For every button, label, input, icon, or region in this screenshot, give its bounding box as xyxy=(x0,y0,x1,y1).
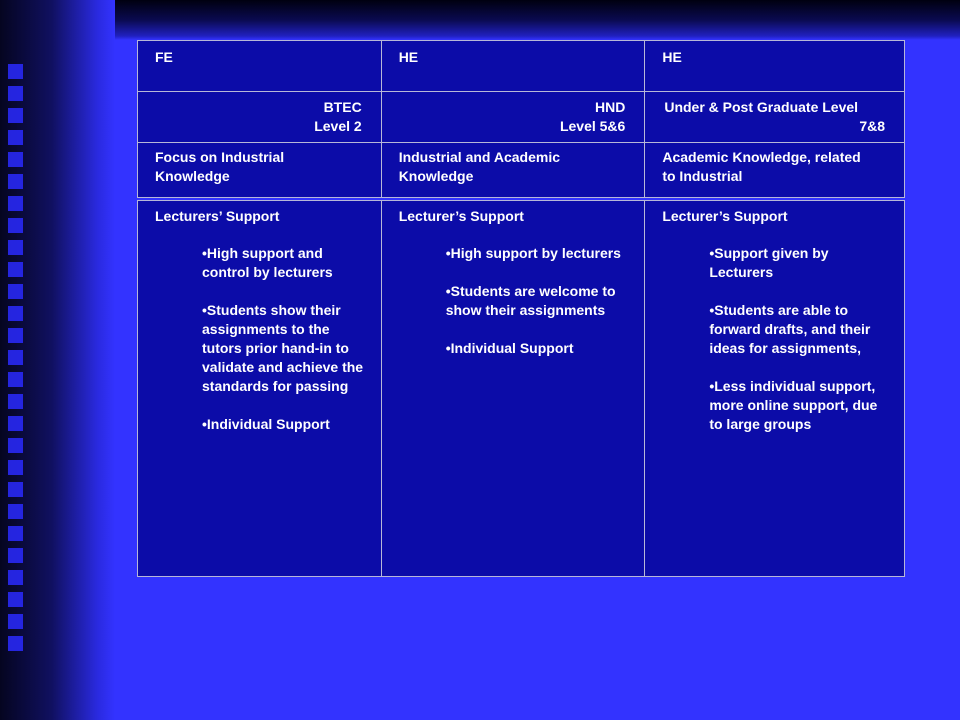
decorative-square xyxy=(8,614,23,629)
support-column-hnd xyxy=(381,201,645,577)
support-point-text: Individual Support xyxy=(206,416,330,432)
support-points-list xyxy=(155,244,365,434)
bullet-icon: • xyxy=(709,302,715,318)
support-column-graduate xyxy=(645,201,905,577)
support-point xyxy=(446,244,629,263)
support-point-text: Students show their assignments to the tutors prior hand-in to validate and achieve the standards for passing xyxy=(202,302,364,394)
level-cell-graduate xyxy=(645,92,905,143)
decorative-square xyxy=(8,438,23,453)
support-table xyxy=(137,200,905,577)
level-cell-hnd xyxy=(381,92,645,143)
support-point xyxy=(202,244,365,282)
decorative-square xyxy=(8,394,23,409)
focus-text: Focus on Industrial Knowledge xyxy=(155,149,285,184)
support-point-text: Support given by Lecturers xyxy=(709,245,829,280)
decorative-square xyxy=(8,592,23,607)
support-points-list xyxy=(662,244,888,434)
support-point-text: Students are welcome to show their assignments xyxy=(445,283,616,318)
support-point xyxy=(202,415,365,434)
header-cell-he xyxy=(381,41,645,92)
support-point xyxy=(202,301,365,396)
support-point xyxy=(446,282,629,320)
left-decorative-strip xyxy=(0,0,115,720)
bullet-icon: • xyxy=(445,340,451,356)
decorative-square xyxy=(8,526,23,541)
support-point-text: High support and control by lecturers xyxy=(202,245,333,280)
header-label: HE xyxy=(398,49,419,65)
decorative-squares xyxy=(8,64,24,658)
bullet-icon: • xyxy=(202,302,207,318)
top-decorative-band xyxy=(115,0,960,40)
decorative-square xyxy=(8,108,23,123)
qualification-level-table xyxy=(137,40,905,198)
qualification-level: 7&8 xyxy=(859,118,885,134)
decorative-square xyxy=(8,372,23,387)
support-point-text: Less individual support, more online support, due to large groups xyxy=(709,378,878,432)
decorative-square xyxy=(8,636,23,651)
level-row xyxy=(138,92,905,143)
decorative-square xyxy=(8,130,23,145)
qualification-level: Level 2 xyxy=(314,118,362,134)
bullet-icon: • xyxy=(202,416,207,432)
decorative-square xyxy=(8,504,23,519)
support-title: Lecturer’s Support xyxy=(398,208,524,224)
bullet-icon: • xyxy=(202,245,207,261)
decorative-square xyxy=(8,548,23,563)
focus-cell-he xyxy=(381,143,645,198)
decorative-square xyxy=(8,262,23,277)
bullet-icon: • xyxy=(709,245,715,261)
decorative-square xyxy=(8,218,23,233)
bullet-icon: • xyxy=(445,245,451,261)
qualification-name: Under & Post Graduate Level xyxy=(664,99,859,115)
support-point-text: Individual Support xyxy=(450,340,574,356)
support-point xyxy=(446,339,629,358)
focus-row xyxy=(138,143,905,198)
bullet-icon: • xyxy=(445,283,451,299)
decorative-square xyxy=(8,570,23,585)
support-row xyxy=(138,201,905,577)
decorative-square xyxy=(8,196,23,211)
focus-text: Academic Knowledge, related to Industrial xyxy=(662,149,861,184)
decorative-square xyxy=(8,284,23,299)
decorative-square xyxy=(8,152,23,167)
qualification-name: HND xyxy=(594,99,626,115)
focus-cell-he-academic xyxy=(645,143,905,198)
decorative-square xyxy=(8,64,23,79)
decorative-square xyxy=(8,328,23,343)
focus-cell-fe xyxy=(138,143,382,198)
header-cell-he xyxy=(645,41,905,92)
qualification-name: BTEC xyxy=(323,99,362,115)
decorative-square xyxy=(8,482,23,497)
header-label: HE xyxy=(662,49,682,65)
level-cell-btec xyxy=(138,92,382,143)
decorative-square xyxy=(8,174,23,189)
support-point xyxy=(709,377,888,434)
header-row xyxy=(138,41,905,92)
focus-text: Industrial and Academic Knowledge xyxy=(398,149,560,184)
support-point xyxy=(709,244,888,282)
header-label: FE xyxy=(155,49,173,65)
decorative-square xyxy=(8,350,23,365)
header-cell-fe xyxy=(138,41,382,92)
qualification-level: Level 5&6 xyxy=(559,118,626,134)
support-point-text: Students are able to forward drafts, and their ideas for assignments, xyxy=(709,302,871,356)
support-title: Lecturers’ Support xyxy=(155,208,280,224)
decorative-square xyxy=(8,240,23,255)
support-column-fe xyxy=(138,201,382,577)
support-point xyxy=(709,301,888,358)
support-points-list xyxy=(399,244,629,358)
decorative-square xyxy=(8,416,23,431)
decorative-square xyxy=(8,460,23,475)
bullet-icon: • xyxy=(709,378,715,394)
decorative-square xyxy=(8,306,23,321)
support-point-text: High support by lecturers xyxy=(450,245,621,261)
support-title: Lecturer’s Support xyxy=(662,208,788,224)
decorative-square xyxy=(8,86,23,101)
